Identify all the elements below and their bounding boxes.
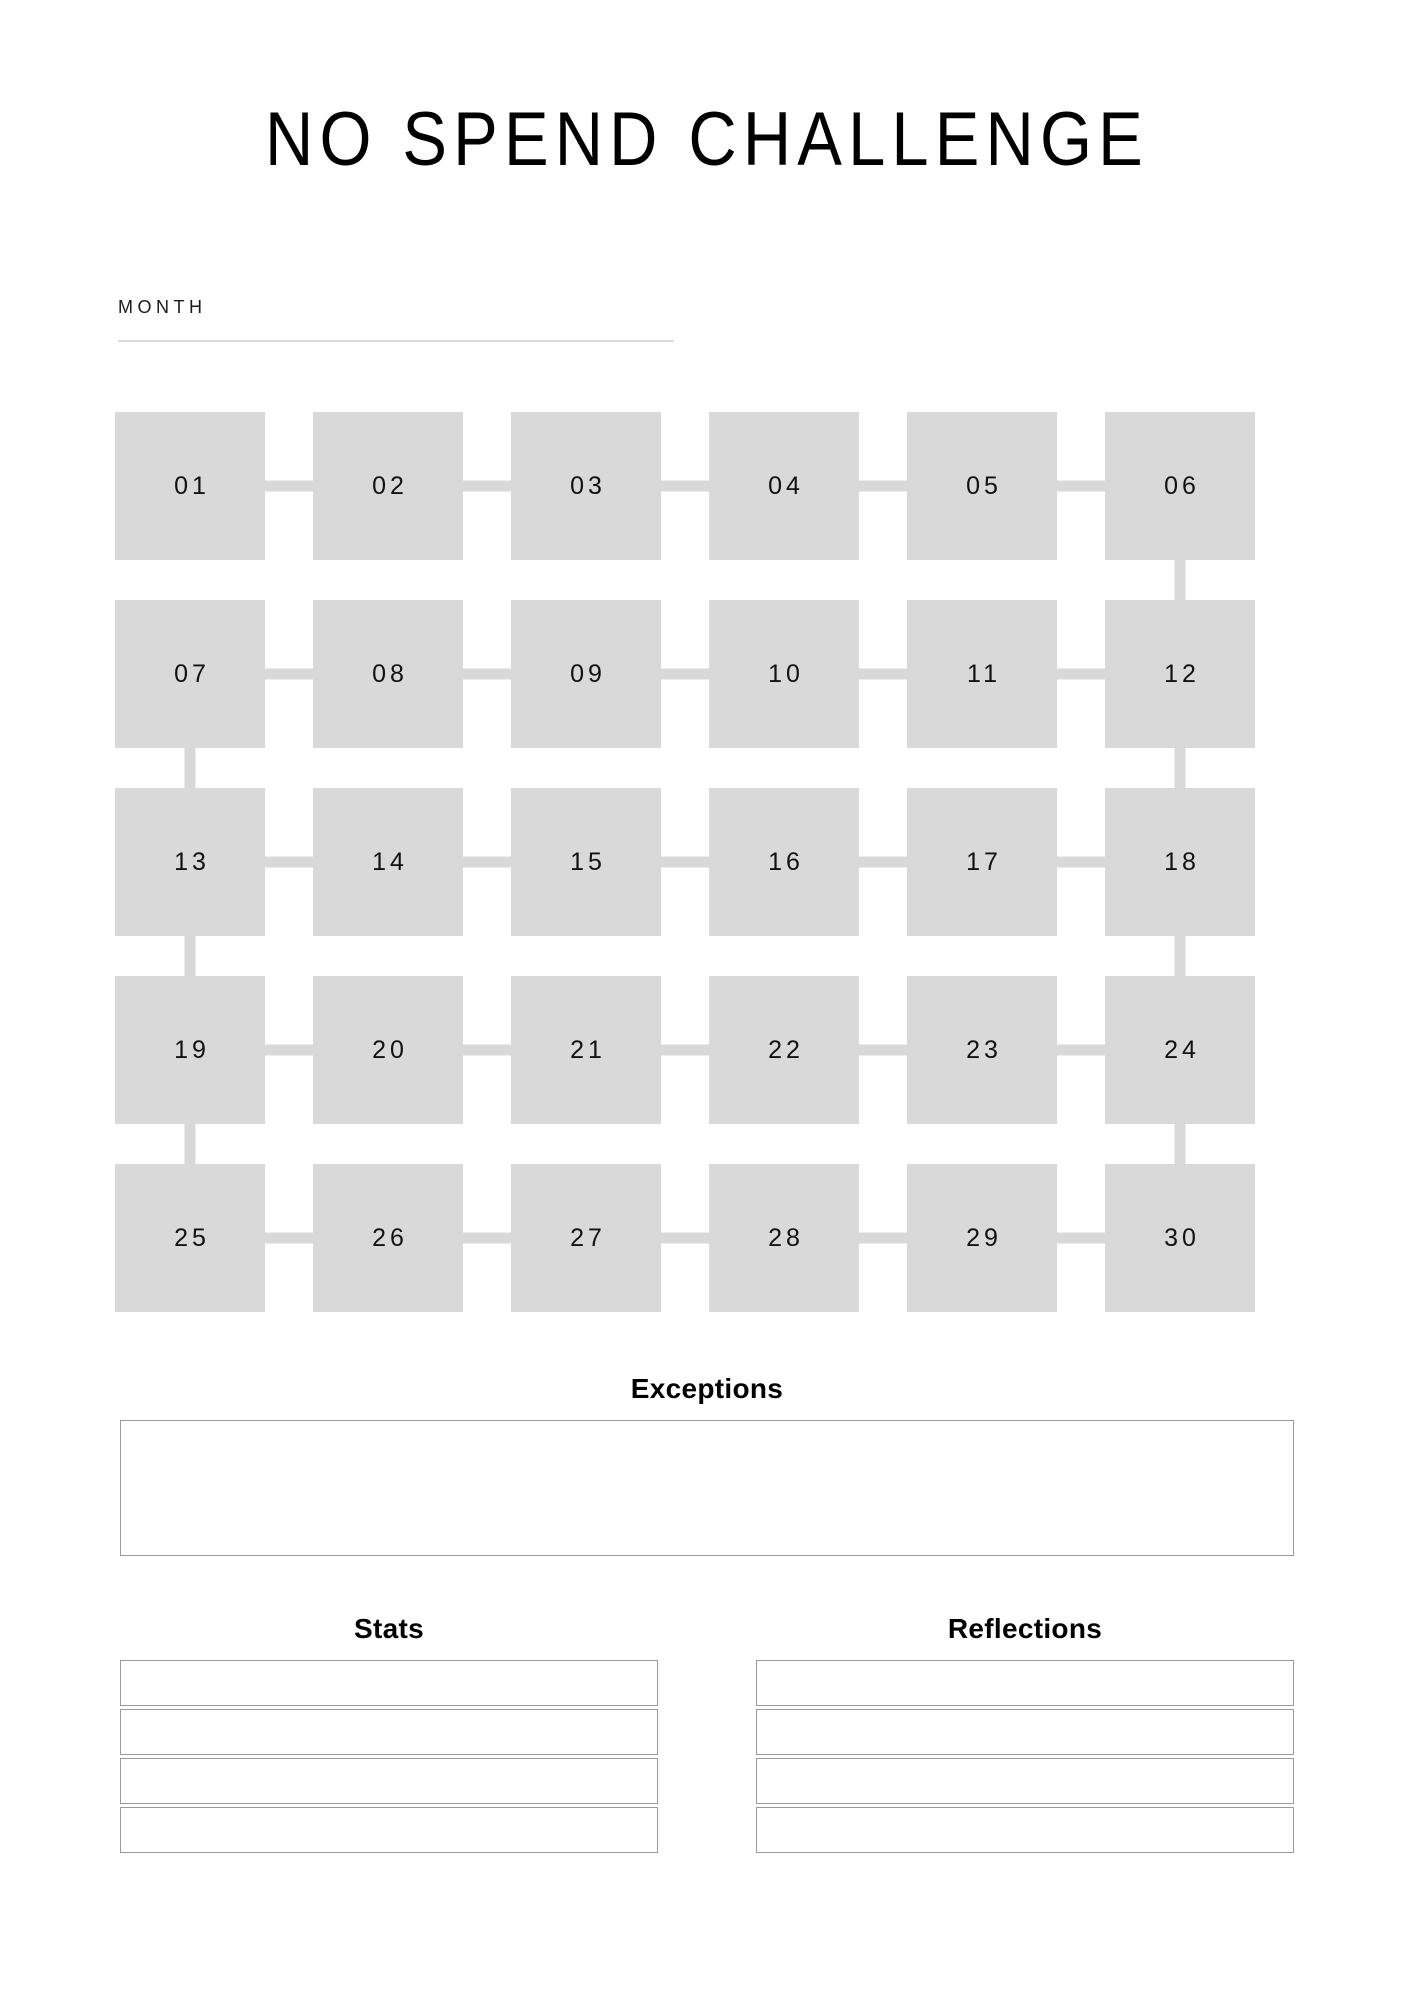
day-cell-13[interactable] — [115, 788, 265, 936]
day-number: 17 — [966, 847, 1002, 876]
reflections-heading: Reflections — [947, 1613, 1103, 1644]
exceptions-heading: Exceptions — [630, 1373, 784, 1404]
day-number: 14 — [372, 847, 408, 876]
day-number: 20 — [372, 1035, 408, 1064]
day-cell-02[interactable] — [313, 412, 463, 560]
day-cell-23[interactable] — [907, 976, 1057, 1124]
day-number: 01 — [174, 471, 210, 500]
day-cell-04[interactable] — [709, 412, 859, 560]
day-row — [115, 788, 1255, 936]
day-cell-25[interactable] — [115, 1164, 265, 1312]
day-cell-16[interactable] — [709, 788, 859, 936]
day-cell-18[interactable] — [1105, 788, 1255, 936]
day-number: 22 — [768, 1035, 804, 1064]
day-number: 10 — [768, 659, 804, 688]
day-cell-26[interactable] — [313, 1164, 463, 1312]
day-number: 08 — [372, 659, 408, 688]
day-tracker-grid — [115, 412, 1255, 1312]
month-write-in-line[interactable] — [118, 340, 674, 342]
day-number: 03 — [570, 471, 606, 500]
day-row — [115, 600, 1255, 748]
day-number: 18 — [1164, 847, 1200, 876]
day-number: 25 — [174, 1223, 210, 1252]
day-row — [115, 412, 1255, 560]
stats-lines — [120, 1660, 658, 1853]
day-cell-12[interactable] — [1105, 600, 1255, 748]
day-number: 11 — [967, 659, 1001, 688]
reflections-line[interactable] — [756, 1807, 1294, 1853]
reflections-line[interactable] — [756, 1758, 1294, 1804]
day-number: 12 — [1164, 659, 1200, 688]
day-row — [115, 1164, 1255, 1312]
reflections-section — [756, 1612, 1294, 1853]
stats-line[interactable] — [120, 1709, 658, 1755]
day-number: 30 — [1164, 1223, 1200, 1252]
day-number: 07 — [174, 659, 210, 688]
day-cell-01[interactable] — [115, 412, 265, 560]
day-number: 21 — [570, 1035, 606, 1064]
day-number: 04 — [768, 471, 804, 500]
stats-line[interactable] — [120, 1807, 658, 1853]
day-cell-30[interactable] — [1105, 1164, 1255, 1312]
day-number: 02 — [372, 471, 408, 500]
day-number: 05 — [966, 471, 1002, 500]
day-cell-17[interactable] — [907, 788, 1057, 936]
day-number: 28 — [768, 1223, 804, 1252]
day-number: 23 — [966, 1035, 1002, 1064]
day-cell-03[interactable] — [511, 412, 661, 560]
day-cell-24[interactable] — [1105, 976, 1255, 1124]
day-cell-14[interactable] — [313, 788, 463, 936]
day-row — [115, 976, 1255, 1124]
bottom-sections — [120, 1612, 1294, 1853]
stats-section — [120, 1612, 658, 1853]
stats-line[interactable] — [120, 1660, 658, 1706]
day-cell-09[interactable] — [511, 600, 661, 748]
day-number: 06 — [1164, 471, 1200, 500]
stats-line[interactable] — [120, 1758, 658, 1804]
stats-heading: Stats — [354, 1613, 424, 1644]
day-cell-08[interactable] — [313, 600, 463, 748]
day-number: 13 — [174, 847, 210, 876]
day-number: 16 — [768, 847, 804, 876]
day-number: 29 — [966, 1223, 1002, 1252]
day-number: 27 — [570, 1223, 606, 1252]
month-label: MONTH — [118, 297, 207, 317]
day-number: 26 — [372, 1223, 408, 1252]
day-number: 15 — [570, 847, 606, 876]
day-number: 09 — [570, 659, 606, 688]
day-cell-10[interactable] — [709, 600, 859, 748]
day-cell-15[interactable] — [511, 788, 661, 936]
day-cell-05[interactable] — [907, 412, 1057, 560]
day-cell-28[interactable] — [709, 1164, 859, 1312]
day-cell-06[interactable] — [1105, 412, 1255, 560]
day-number: 19 — [174, 1035, 210, 1064]
exceptions-textarea[interactable] — [120, 1420, 1294, 1556]
day-cell-21[interactable] — [511, 976, 661, 1124]
day-number: 24 — [1164, 1035, 1200, 1064]
day-cell-19[interactable] — [115, 976, 265, 1124]
day-cell-11[interactable] — [907, 600, 1057, 748]
day-cell-29[interactable] — [907, 1164, 1057, 1312]
page-title: NO SPEND CHALLENGE — [265, 97, 1149, 182]
reflections-line[interactable] — [756, 1660, 1294, 1706]
exceptions-section — [120, 1372, 1294, 1556]
day-cell-22[interactable] — [709, 976, 859, 1124]
day-cell-27[interactable] — [511, 1164, 661, 1312]
day-cell-20[interactable] — [313, 976, 463, 1124]
reflections-line[interactable] — [756, 1709, 1294, 1755]
day-cell-07[interactable] — [115, 600, 265, 748]
month-field[interactable] — [118, 296, 674, 342]
reflections-lines — [756, 1660, 1294, 1853]
